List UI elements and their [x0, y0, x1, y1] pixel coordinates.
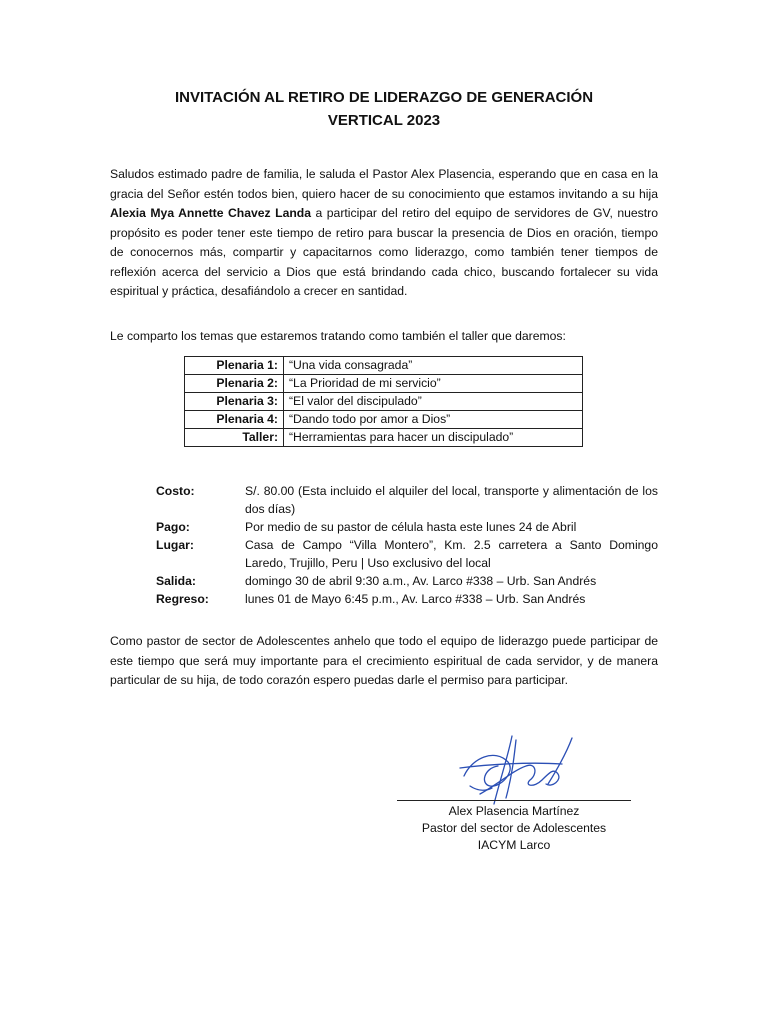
- topic-value: “La Prioridad de mi servicio”: [284, 375, 583, 393]
- detail-row-payment: [156, 518, 658, 536]
- detail-label: Pago:: [156, 520, 190, 534]
- signer-organization: IACYM Larco: [477, 838, 551, 852]
- detail-label: Regreso:: [156, 592, 209, 606]
- table-row: [185, 357, 583, 375]
- detail-label: Lugar:: [156, 538, 194, 552]
- detail-label: Salida:: [156, 574, 196, 588]
- signature-line: [397, 800, 631, 801]
- detail-value: lunes 01 de Mayo 6:45 p.m., Av. Larco #338 – Urb. San Andrés: [245, 592, 586, 606]
- signer-name: Alex Plasencia Martínez: [448, 804, 580, 818]
- detail-row-cost: [156, 482, 658, 518]
- detail-row-place: [156, 536, 658, 572]
- topic-value: “Herramientas para hacer un discipulado”: [284, 429, 583, 447]
- topic-value: “Una vida consagrada”: [284, 357, 583, 375]
- intro-paragraph: [110, 165, 658, 302]
- signer-role: Pastor del sector de Adolescentes: [421, 821, 607, 835]
- event-details: [156, 482, 658, 608]
- detail-row-departure: [156, 572, 658, 590]
- detail-value: domingo 30 de abril 9:30 a.m., Av. Larco #338 – Urb. San Andrés: [245, 574, 597, 588]
- topic-value: “Dando todo por amor a Dios”: [284, 411, 583, 429]
- topics-intro: Le comparto los temas que estaremos tratando como también el taller que daremos:: [110, 329, 566, 343]
- detail-value: S/. 80.00 (Esta incluido el alquiler del local, transporte y alimentación de los dos días): [245, 484, 658, 516]
- closing-paragraph: Como pastor de sector de Adolescentes anhelo que todo el equipo de liderazgo puede participar de este tiempo que será muy importante para el crecimiento espiritual de cada servidor, y de manera particular de su hija, de todo corazón espero puedas darle el permiso para participar.: [110, 634, 658, 687]
- topic-label: Plenaria 2:: [185, 375, 284, 393]
- topic-label: Plenaria 3:: [185, 393, 284, 411]
- intro-text-1: Saludos estimado padre de familia, le saluda el Pastor Alex Plasencia, esperando que en casa en la gracia del Señor estén todos bien, quiero hacer de su conocimiento que estamos invitando a su hija: [110, 167, 658, 201]
- table-row: [185, 411, 583, 429]
- title-line-2: VERTICAL 2023: [327, 112, 441, 129]
- topics-table: [184, 356, 583, 447]
- topic-label: Taller:: [185, 429, 284, 447]
- detail-value: Casa de Campo “Villa Montero”, Km. 2.5 carretera a Santo Domingo Laredo, Trujillo, Peru | Uso exclusivo del local: [245, 538, 658, 570]
- intro-text-2: a participar del retiro del equipo de servidores de GV, nuestro propósito es poder tener este tiempo de retiro para buscar la presencia de Dios en oración, tiempo de conocernos más, compartir y capacitarnos como liderazgo, como también tener tiempos de reflexión acerca del servicio a Dios que está brindando cada chico, buscando fortalecer su vida espiritual y práctica, desafiándolo a crecer en santidad.: [110, 206, 658, 298]
- document-title: [110, 86, 658, 132]
- topic-value: “El valor del discipulado”: [284, 393, 583, 411]
- detail-row-return: [156, 590, 658, 608]
- detail-value: Por medio de su pastor de célula hasta este lunes 24 de Abril: [245, 520, 577, 534]
- detail-label: Costo:: [156, 484, 195, 498]
- title-line-1: INVITACIÓN AL RETIRO DE LIDERAZGO DE GENERACIÓN: [174, 89, 594, 106]
- student-name: Alexia Mya Annette Chavez Landa: [110, 206, 312, 220]
- table-row: [185, 429, 583, 447]
- signature-block: [397, 803, 631, 854]
- topic-label: Plenaria 4:: [185, 411, 284, 429]
- topic-label: Plenaria 1:: [185, 357, 284, 375]
- table-row: [185, 393, 583, 411]
- table-row: [185, 375, 583, 393]
